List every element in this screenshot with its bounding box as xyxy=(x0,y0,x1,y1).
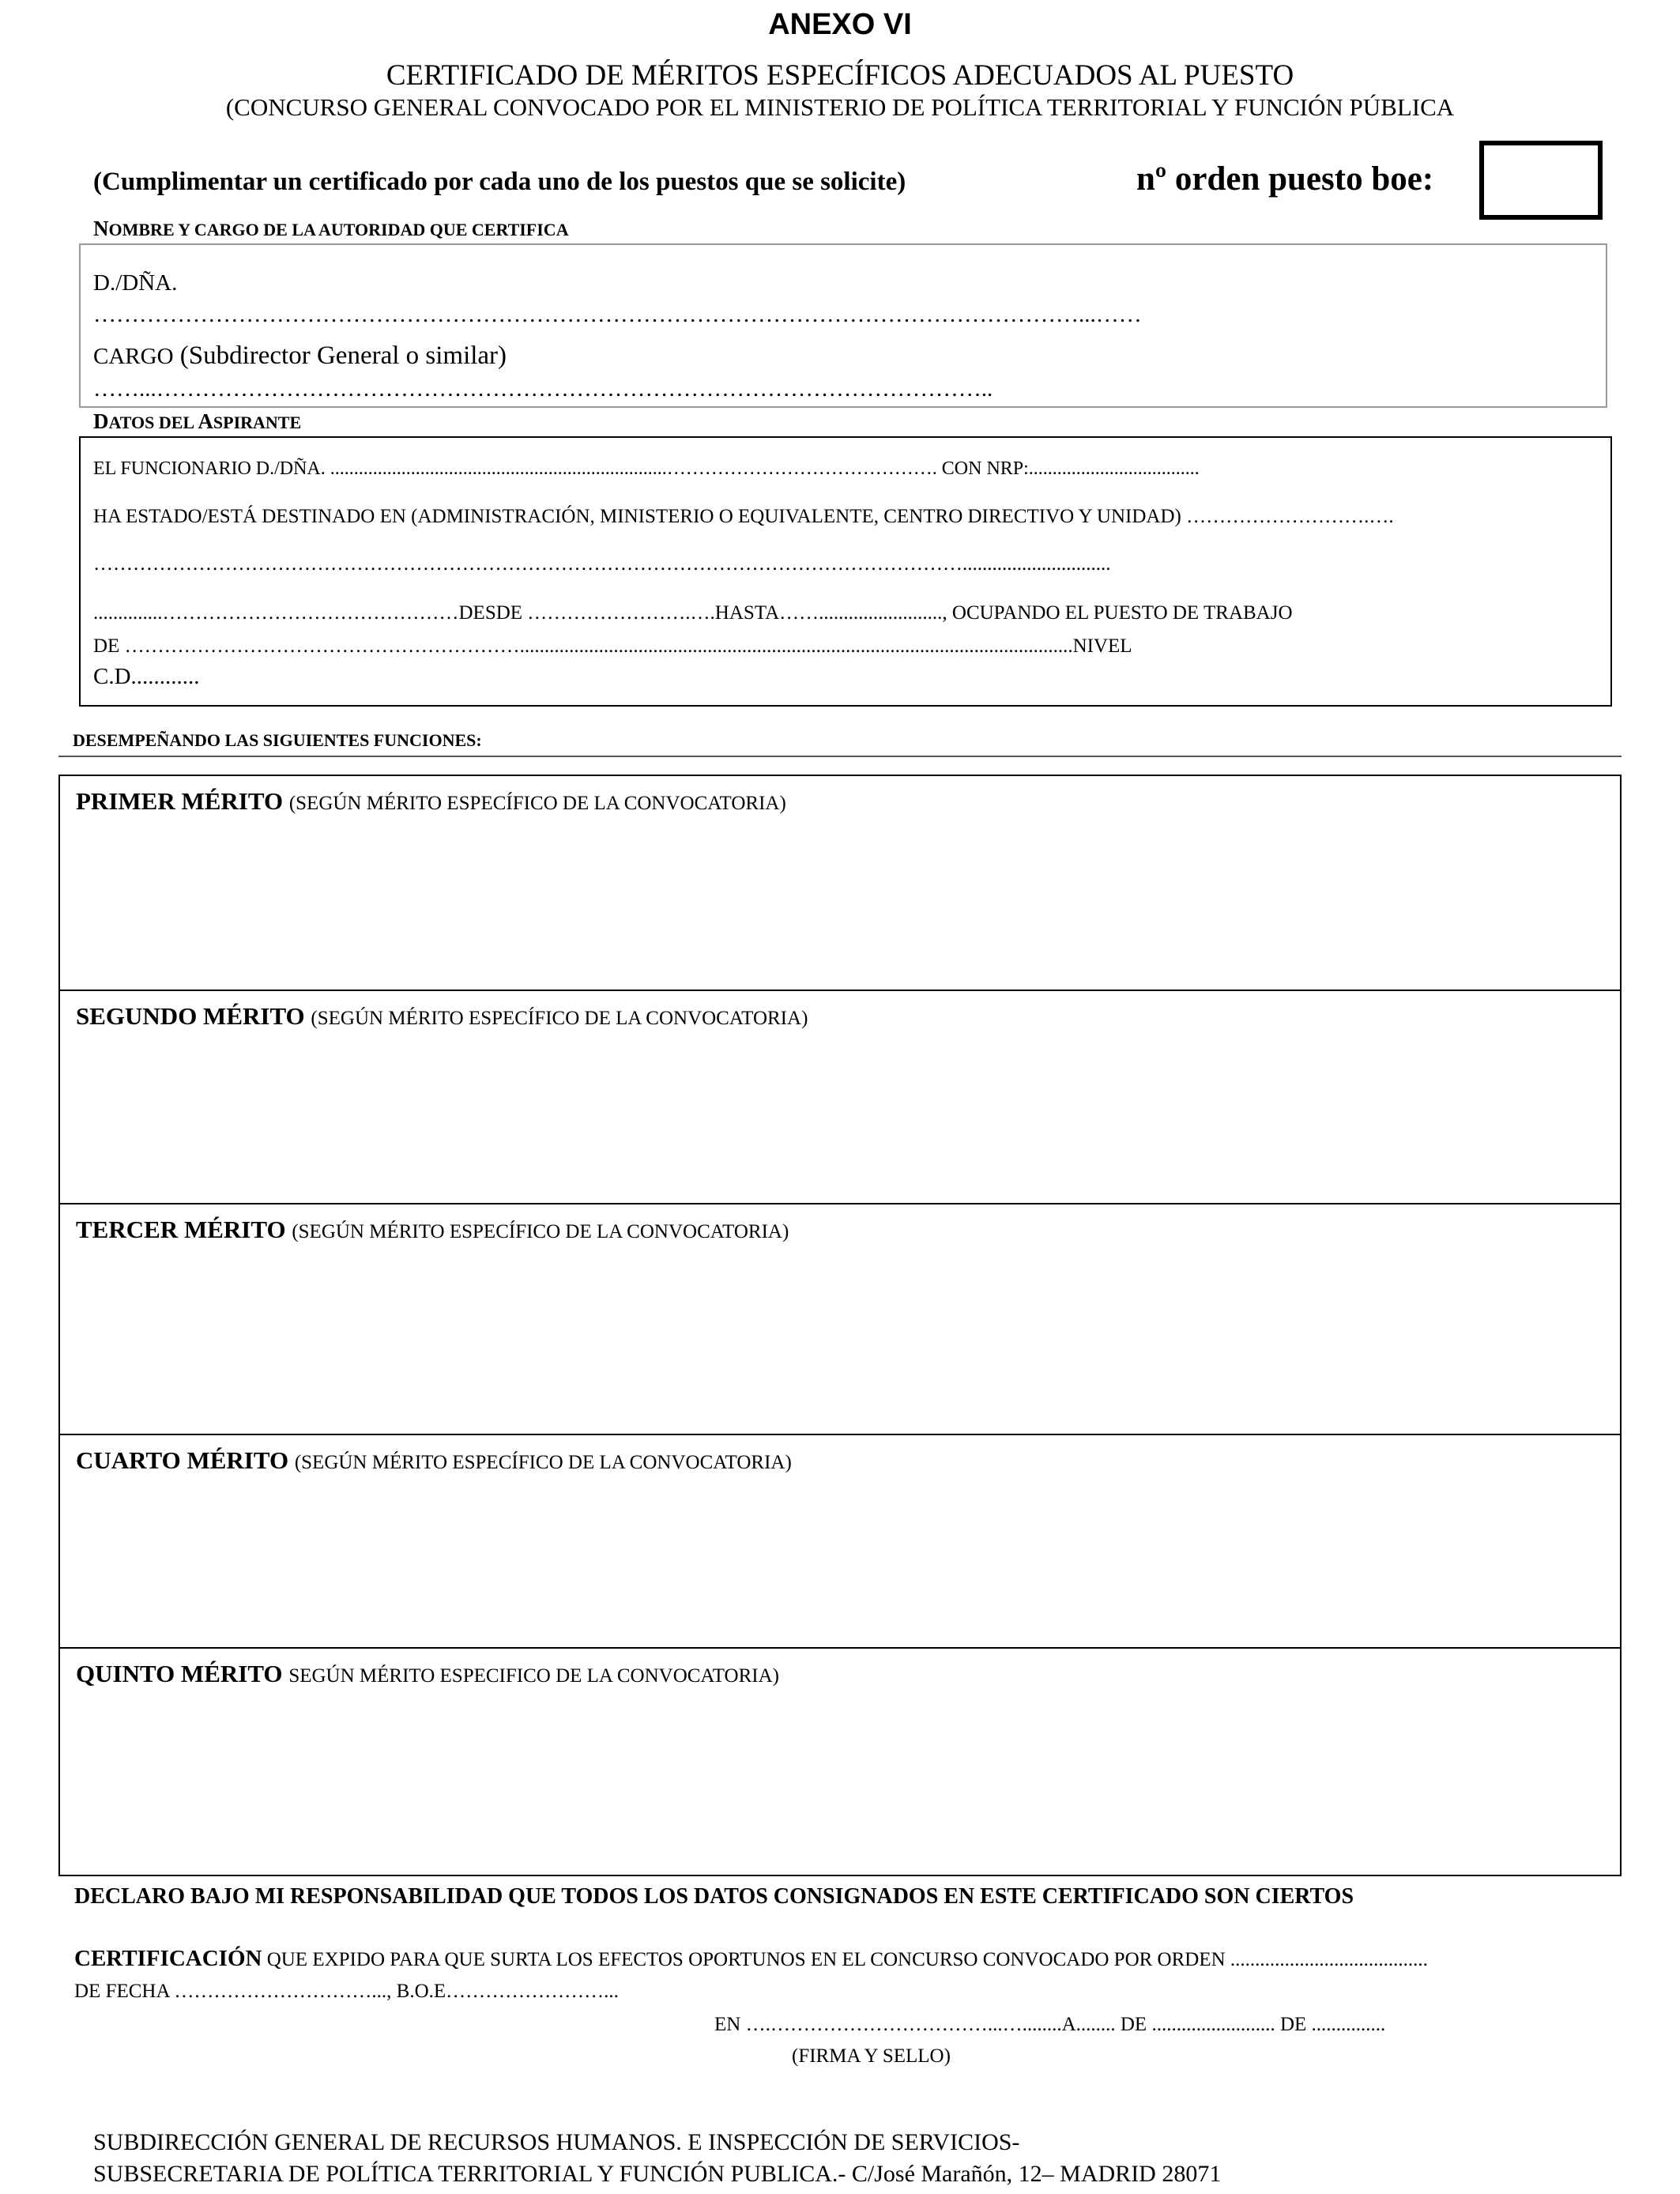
certification-line-1[interactable]: CERTIFICACIÓN QUE EXPIDO PARA QUE SURTA LOS EFECTOS OPORTUNOS EN EL CONCURSO CONVOCADO POR ORDEN ........................................ xyxy=(74,1946,1428,1971)
merit-2-title: SEGUNDO MÉRITO (SEGÚN MÉRITO ESPECÍFICO DE LA CONVOCATORIA) xyxy=(76,1002,808,1030)
signature-label: (FIRMA Y SELLO) xyxy=(792,2045,951,2067)
merit-3-title: TERCER MÉRITO (SEGÚN MÉRITO ESPECÍFICO DE LA CONVOCATORIA) xyxy=(76,1216,789,1243)
document-subtitle: (CONCURSO GENERAL CONVOCADO POR EL MINISTERIO DE POLÍTICA TERRITORIAL Y FUNCIÓN PÚBLICA xyxy=(225,93,1455,121)
functions-rule xyxy=(58,756,1622,757)
authority-cargo-field[interactable]: ……...……………………………………………………………………………………………….. xyxy=(93,376,993,401)
merit-1-title: PRIMER MÉRITO (SEGÚN MÉRITO ESPECÍFICO DE LA CONVOCATORIA) xyxy=(76,787,786,815)
annex-title: ANEXO VI xyxy=(768,8,912,41)
order-number-label: nº orden puesto boe: xyxy=(1136,160,1434,198)
applicant-heading: DATOS DEL ASPIRANTE xyxy=(93,409,302,433)
certification-line-3[interactable]: EN ….……………………………...…........A........ DE ......................... DE ............... xyxy=(714,2014,1386,2035)
authority-heading: NOMBRE Y CARGO DE LA AUTORIDAD QUE CERTIFICA xyxy=(93,217,569,240)
merits-table xyxy=(58,775,1622,1876)
applicant-level-line[interactable]: C.D............ xyxy=(93,664,200,689)
order-number-box[interactable] xyxy=(1479,141,1603,220)
authority-name-label: D./DÑA. xyxy=(93,270,178,296)
footer-line-1: SUBDIRECCIÓN GENERAL DE RECURSOS HUMANOS. E INSPECCIÓN DE SERVICIOS- xyxy=(93,2129,1020,2155)
applicant-name-line[interactable]: EL FUNCIONARIO D./DÑA. .......................................................................……………………………………. CON NRP:.................................... xyxy=(93,458,1200,479)
certification-line-2[interactable]: DE FECHA …………………………..., B.O.E……………………... xyxy=(74,1981,619,2002)
applicant-destination-cont[interactable]: …………………………………………………………………………………………………………………….............................. xyxy=(93,553,1111,575)
merit-4-title: CUARTO MÉRITO (SEGÚN MÉRITO ESPECÍFICO DE LA CONVOCATORIA) xyxy=(76,1446,792,1474)
merit-5[interactable] xyxy=(60,1647,1620,1876)
footer-line-2: SUBSECRETARIA DE POLÍTICA TERRITORIAL Y FUNCIÓN PUBLICA.- C/José Marañón, 12– MADRID 28071 xyxy=(93,2161,1222,2187)
applicant-post-line[interactable]: DE ……………………………………………………................................................................................................................NIVEL xyxy=(93,635,1132,657)
functions-heading: DESEMPEÑANDO LAS SIGUIENTES FUNCIONES: xyxy=(73,730,482,750)
merit-4[interactable] xyxy=(60,1434,1620,1647)
declaration-text: DECLARO BAJO MI RESPONSABILIDAD QUE TODOS LOS DATOS CONSIGNADOS EN ESTE CERTIFICADO SON CIERTOS xyxy=(74,1884,1354,1909)
instruction-text: (Cumplimentar un certificado por cada uno de los puestos que se solicite) xyxy=(93,168,906,196)
authority-name-field[interactable]: …………………………………………………………………………………………………………………...…… xyxy=(93,302,1142,327)
applicant-destination-line[interactable]: HA ESTADO/ESTÁ DESTINADO EN (ADMINISTRACIÓN, MINISTERIO O EQUIVALENTE, CENTRO DIRECTIVO Y UNIDAD) ……………………….…. xyxy=(93,506,1394,527)
document-title: CERTIFICADO DE MÉRITOS ESPECÍFICOS ADECUADOS AL PUESTO xyxy=(386,59,1294,92)
authority-cargo-row: CARGO (Subdirector General o similar) xyxy=(93,341,507,370)
applicant-dates-line[interactable]: ..............………………………………………DESDE …………………….….HASTA……........................., OCUPANDO EL PUESTO DE TRABAJO xyxy=(93,602,1293,624)
merit-3[interactable] xyxy=(60,1203,1620,1434)
merit-5-title: QUINTO MÉRITO SEGÚN MÉRITO ESPECIFICO DE LA CONVOCATORIA) xyxy=(76,1660,779,1687)
merit-1[interactable] xyxy=(60,776,1620,990)
merit-2[interactable] xyxy=(60,990,1620,1203)
